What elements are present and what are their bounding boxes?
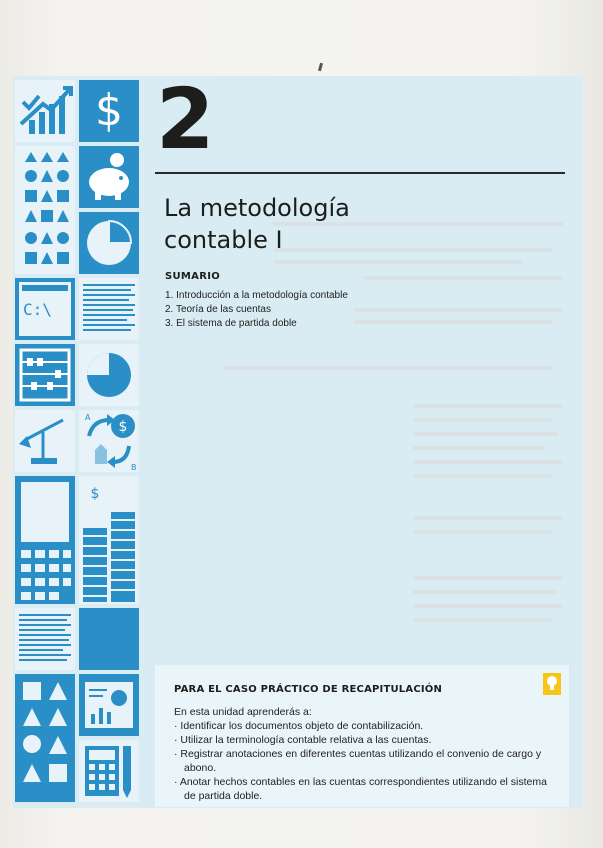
case-study-intro: En esta unidad aprenderás a:	[174, 706, 312, 718]
sumario-item: 3. El sistema de partida doble	[165, 318, 297, 329]
terminal-window-icon	[15, 278, 75, 340]
chapter-title	[164, 192, 544, 256]
shapes-icon	[15, 146, 75, 274]
label-a: A	[85, 413, 91, 422]
show-through-line	[223, 366, 553, 370]
case-study-item: · Registrar anotaciones en diferentes cuentas utilizando el convenio de cargo y abono.	[174, 748, 542, 774]
show-through-line	[353, 308, 563, 312]
case-study-item: · Utilizar la terminología contable relativa a las cuentas.	[174, 734, 432, 746]
show-through-line	[413, 460, 563, 464]
case-study-title: PARA EL CASO PRÁCTICO DE RECAPITULACIÓN	[174, 684, 443, 695]
page-mark	[318, 63, 323, 72]
cmd-prompt-text: C:\	[23, 300, 52, 319]
sumario-item: 1. Introducción a la metodología contable	[165, 290, 348, 301]
show-through-line	[273, 260, 523, 264]
title-rule	[155, 172, 565, 174]
shapes-icon-2	[15, 674, 75, 802]
chapter-title-line: La metodología	[164, 194, 350, 222]
blue-tile	[79, 608, 139, 670]
dollar-icon	[79, 80, 139, 142]
sumario-list	[165, 289, 348, 331]
calculator-pencil-icon	[79, 740, 139, 802]
show-through-line	[413, 590, 558, 594]
label-b: B	[131, 463, 137, 472]
balance-scale-icon	[15, 410, 75, 472]
show-through-line	[413, 404, 563, 408]
pie-chart-icon	[79, 212, 139, 274]
binary-code-icon	[79, 278, 139, 340]
sumario-item: 2. Teoría de las cuentas	[165, 304, 271, 315]
calculator-icon	[15, 476, 75, 604]
show-through-line	[363, 276, 563, 280]
show-through-line	[413, 418, 553, 422]
show-through-line	[353, 320, 553, 324]
dashboard-chart-icon	[79, 674, 139, 736]
icon-column	[13, 76, 143, 808]
chapter-number: 2	[156, 70, 215, 168]
dollar-symbol: $	[95, 85, 123, 136]
exchange-ab-icon	[79, 410, 139, 472]
lightbulb-icon	[543, 673, 561, 695]
show-through-line	[413, 432, 558, 436]
coin-stacks-icon	[79, 476, 139, 604]
show-through-line	[413, 474, 553, 478]
coin-symbol: $	[118, 419, 128, 435]
binary-code-icon-2	[15, 608, 75, 670]
case-study-list	[174, 719, 554, 803]
piggy-bank-icon	[79, 146, 139, 208]
show-through-line	[413, 516, 563, 520]
growth-chart-icon	[15, 80, 75, 142]
abacus-icon	[15, 344, 75, 406]
show-through-line	[413, 576, 563, 580]
show-through-line	[413, 530, 553, 534]
show-through-line	[413, 604, 563, 608]
pie-chart-icon-2	[79, 344, 139, 406]
case-study-item: · Anotar hechos contables en las cuentas correspondientes utilizando el sistema de partida doble.	[174, 776, 547, 802]
sumario-heading: SUMARIO	[165, 271, 221, 282]
case-study-item: · Identificar los documentos objeto de contabilización.	[174, 720, 424, 732]
show-through-line	[413, 446, 543, 450]
show-through-line	[413, 618, 553, 622]
coin-stack-dollar: $	[90, 486, 100, 502]
chapter-title-line: contable I	[164, 226, 283, 254]
